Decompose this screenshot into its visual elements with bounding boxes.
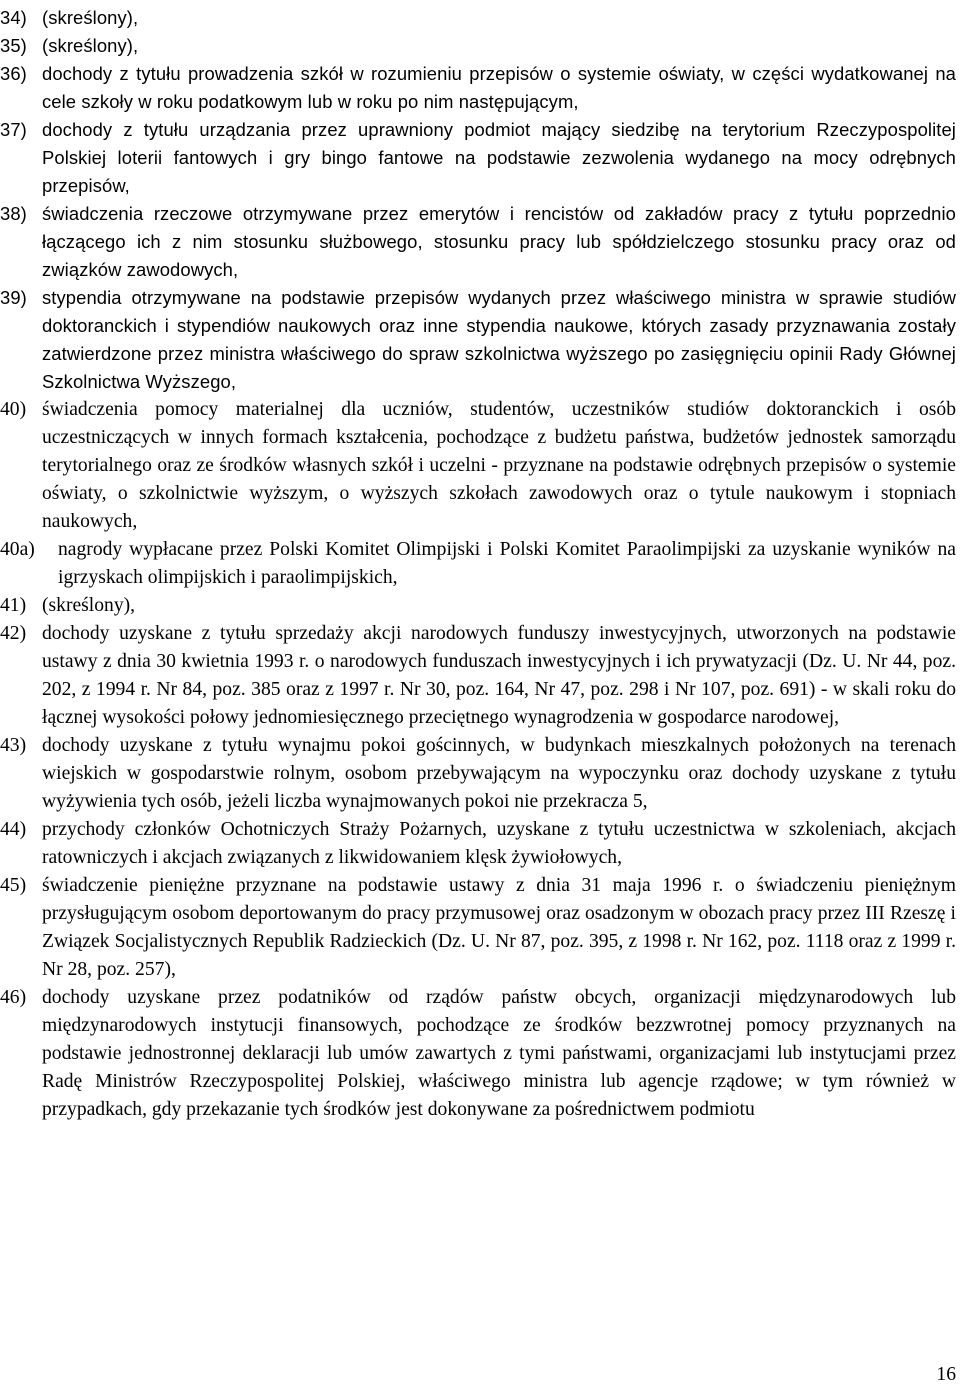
item-text: świadczenia rzeczowe otrzymywane przez emerytów i rencistów od zakładów pracy z tytułu poprzednio łączącego ich z nim stosunku służbowego, stosunku pracy lub spółdzielczego stosunku pracy oraz od związków zawodowych, (42, 203, 956, 280)
list-item-44 (0, 816, 956, 872)
item-text: (skreślony), (42, 7, 139, 28)
list-item-42 (0, 620, 956, 732)
list-item-45 (0, 872, 956, 984)
item-number: 42) (0, 623, 27, 644)
item-text: nagrody wypłacane przez Polski Komitet Olimpijski i Polski Komitet Paraolimpijski za uzyskanie wyników na igrzyskach olimpijskich i paraolimpijskich, (58, 539, 956, 588)
item-number: 44) (0, 819, 27, 840)
item-text: (skreślony), (42, 595, 136, 616)
item-number: 39) (0, 287, 27, 308)
item-number: 40a) (0, 539, 35, 560)
page-number: 16 (936, 1364, 956, 1385)
list-item-41 (0, 592, 956, 620)
item-text: dochody uzyskane z tytułu wynajmu pokoi gościnnych, w budynkach mieszkalnych położonych na terenach wiejskich w gospodarstwie rolnym, osobom przebywającym na wypoczynku oraz dochody uzyskane z tytułu wyżywienia tych osób, jeżeli liczba wynajmowanych pokoi nie przekracza 5, (42, 735, 956, 812)
item-text: świadczenia pomocy materialnej dla uczniów, studentów, uczestników studiów doktoranckich i osób uczestniczących w innych formach kształcenia, pochodzące z budżetu państwa, budżetów jednostek samorządu terytorialnego oraz ze środków własnych szkół i uczelni - przyznane na podstawie odrębnych przepisów o systemie oświaty, o szkolnictwie wyższym, o wyższych szkołach zawodowych oraz o tytule naukowym i stopniach naukowych, (42, 399, 956, 532)
list-item-37 (0, 116, 956, 200)
item-number: 43) (0, 735, 27, 756)
item-number: 38) (0, 203, 27, 224)
item-number: 40) (0, 399, 27, 420)
list-item-36 (0, 60, 956, 116)
list-item-43 (0, 732, 956, 816)
item-text: stypendia otrzymywane na podstawie przepisów wydanych przez właściwego ministra w sprawie studiów doktoranckich i stypendiów naukowych oraz inne stypendia naukowe, których zasady przyznawania zostały zatwierdzone przez ministra właściwego do spraw szkolnictwa wyższego po zasięgnięciu opinii Rady Głównej Szkolnictwa Wyższego, (42, 287, 956, 392)
item-number: 34) (0, 7, 27, 28)
list-item-46 (0, 984, 956, 1124)
item-text: świadczenie pieniężne przyznane na podstawie ustawy z dnia 31 maja 1996 r. o świadczeniu pieniężnym przysługującym osobom deportowanym do pracy przymusowej oraz osadzonym w obozach pracy przez III Rzeszę i Związek Socjalistycznych Republik Radzieckich (Dz. U. Nr 87, poz. 395, z 1998 r. Nr 162, poz. 1118 oraz z 1999 r. Nr 28, poz. 257), (42, 875, 956, 980)
item-text: dochody z tytułu urządzania przez uprawniony podmiot mający siedzibę na terytorium Rzeczypospolitej Polskiej loterii fantowych i gry bingo fantowe na podstawie zezwolenia wydanego na mocy odrębnych przepisów, (42, 119, 956, 196)
item-number: 35) (0, 35, 27, 56)
item-number: 46) (0, 987, 27, 1008)
item-text: przychody członków Ochotniczych Straży Pożarnych, uzyskane z tytułu uczestnictwa w szkoleniach, akcjach ratowniczych i akcjach związanych z likwidowaniem klęsk żywiołowych, (42, 819, 956, 868)
list-item-38 (0, 200, 956, 284)
list-item-40 (0, 396, 956, 536)
item-text: (skreślony), (42, 35, 139, 56)
item-number: 37) (0, 119, 27, 140)
list-item-40a (0, 536, 956, 592)
list-item-39 (0, 284, 956, 396)
item-text: dochody uzyskane przez podatników od rządów państw obcych, organizacji międzynarodowych lub międzynarodowych instytucji finansowych, pochodzące ze środków bezzwrotnej pomocy przyznanych na podstawie jednostronnej deklaracji lub umów zawartych z tymi państwami, organizacjami lub instytucjami przez Radę Ministrów Rzeczypospolitej Polskiej, właściwego ministra lub agencje rządowe; w tym również w przypadkach, gdy przekazanie tych środków jest dokonywane za pośrednictwem podmiotu (42, 987, 956, 1120)
list-item-35 (0, 32, 956, 60)
item-number: 45) (0, 875, 27, 896)
item-number: 41) (0, 595, 27, 616)
item-number: 36) (0, 63, 27, 84)
item-text: dochody z tytułu prowadzenia szkół w rozumieniu przepisów o systemie oświaty, w części wydatkowanej na cele szkoły w roku podatkowym lub w roku po nim następującym, (42, 63, 956, 112)
list-item-34 (0, 4, 956, 32)
item-text: dochody uzyskane z tytułu sprzedaży akcji narodowych funduszy inwestycyjnych, utworzonych na podstawie ustawy z dnia 30 kwietnia 1993 r. o narodowych funduszach inwestycyjnych i ich prywatyzacji (Dz. U. Nr 44, poz. 202, z 1994 r. Nr 84, poz. 385 oraz z 1997 r. Nr 30, poz. 164, Nr 47, poz. 298 i Nr 107, poz. 691) - w skali roku do łącznej wysokości połowy jednomiesięcznego przeciętnego wynagrodzenia w gospodarce narodowej, (42, 623, 956, 728)
